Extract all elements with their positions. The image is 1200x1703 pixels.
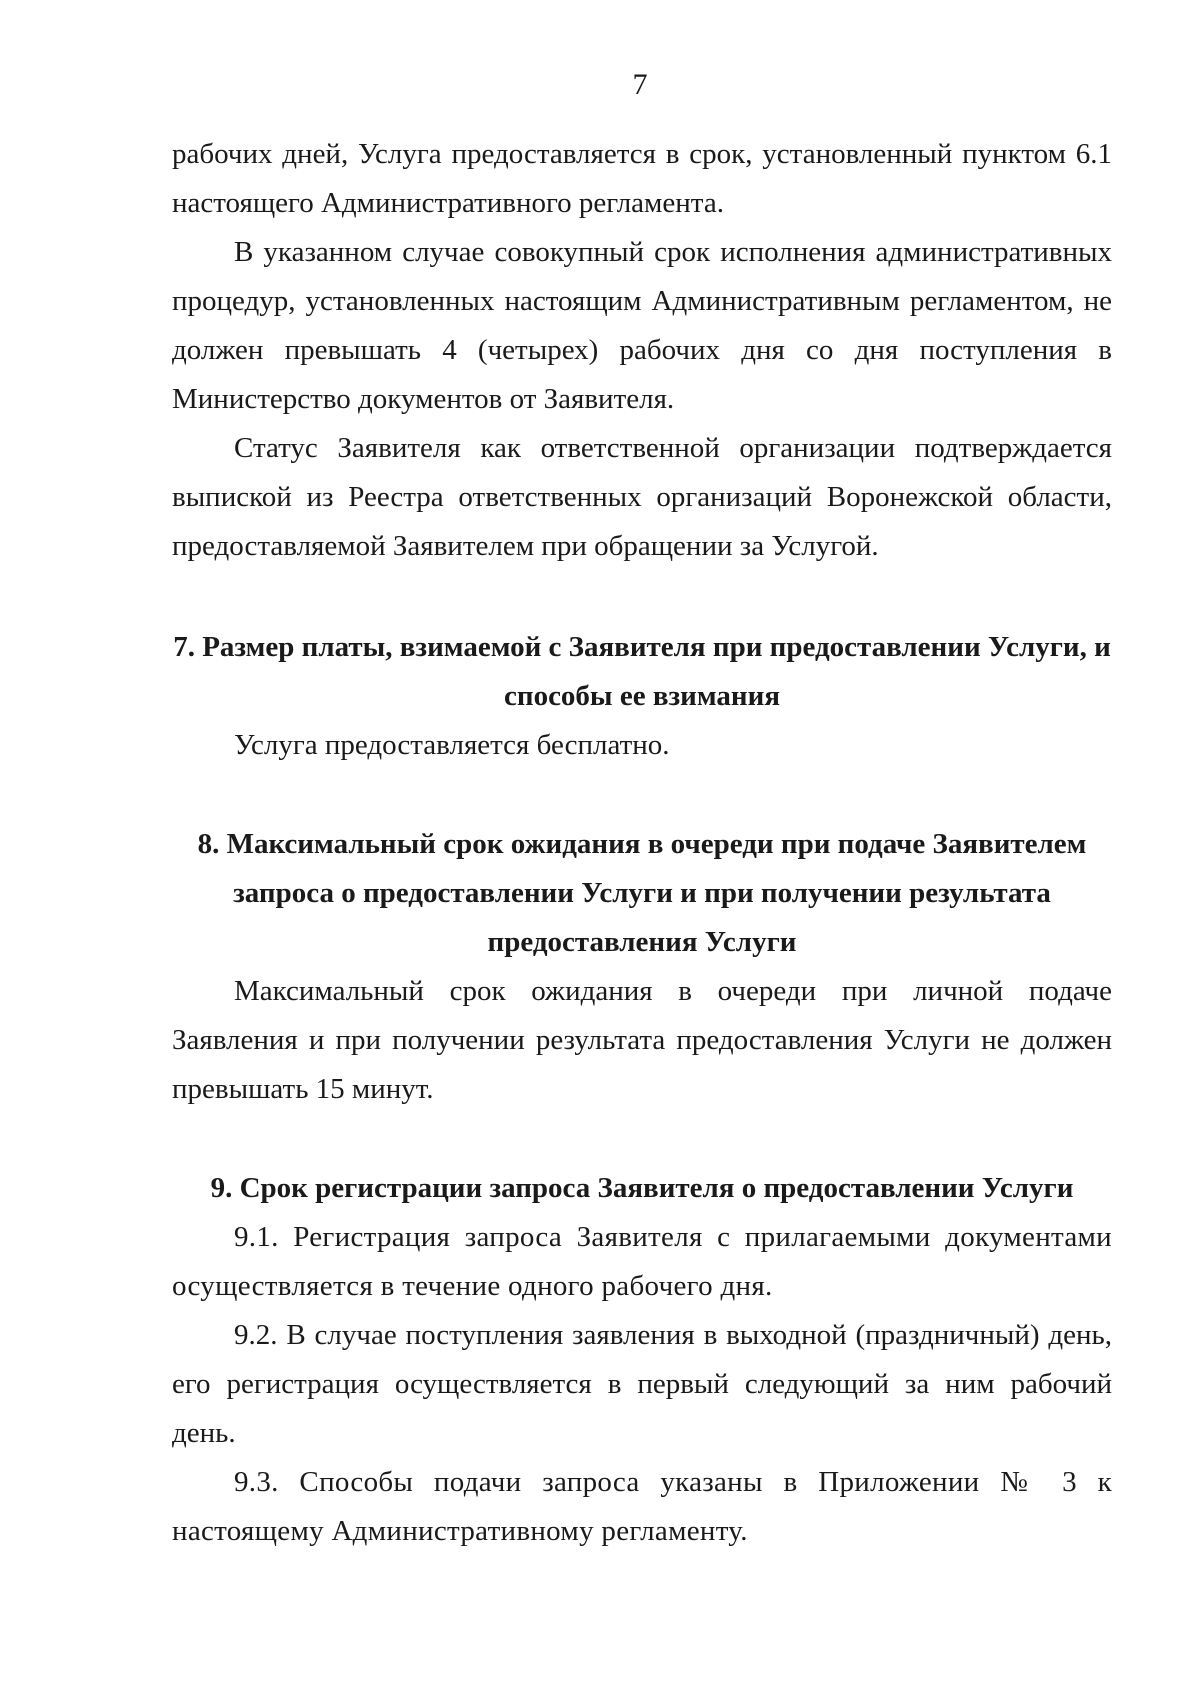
- section-9-1-paragraph: 9.1. Регистрация запроса Заявителя с прилагаемыми документами осуществляется в течение одного рабочего дня.: [172, 1221, 1112, 1302]
- section-9-2-paragraph: 9.2. В случае поступления заявления в выходной (праздничный) день, его регистрация осуществляется в первый следующий за ним рабочий день.: [172, 1319, 1112, 1449]
- section-spacer: [172, 1114, 1112, 1164]
- section-8-paragraph: Максимальный срок ожидания в очереди при личной подаче Заявления и при получении результата предоставления Услуги не должен превышать 15 минут.: [172, 975, 1112, 1105]
- section-7-paragraph: Услуга предоставляется бесплатно.: [234, 729, 670, 761]
- section-7-heading: 7. Размер платы, взимаемой с Заявителя при предоставлении Услуги, и способы ее взимания: [173, 631, 1111, 712]
- intro-paragraph-continuation: рабочих дней, Услуга предоставляется в срок, установленный пунктом 6.1 настоящего Административного регламента.: [172, 138, 1112, 219]
- section-9-3-paragraph: 9.3. Способы подачи запроса указаны в Приложении № 3 к настоящему Административному регламенту.: [172, 1466, 1112, 1547]
- section-8-heading: 8. Максимальный срок ожидания в очереди при подаче Заявителем запроса о предоставлении Услуги и при получении результата предоставления Услуги: [197, 828, 1087, 958]
- section-9-heading: 9. Срок регистрации запроса Заявителя о предоставлении Услуги: [210, 1172, 1074, 1204]
- intro-paragraph-applicant-status: Статус Заявителя как ответственной организации подтверждается выпиской из Реестра ответственных организаций Воронежской области, предоставляемой Заявителем при обращении за Услугой.: [172, 432, 1112, 562]
- document-body: [172, 130, 1112, 1556]
- section-spacer: [172, 770, 1112, 820]
- intro-paragraph-total-term: В указанном случае совокупный срок исполнения административных процедур, установленных настоящим Административным регламентом, не должен превышать 4 (четырех) рабочих дня со дня поступления в Министерство документов от Заявителя.: [172, 236, 1112, 415]
- section-spacer: [172, 571, 1112, 623]
- page-number: 7: [632, 68, 648, 101]
